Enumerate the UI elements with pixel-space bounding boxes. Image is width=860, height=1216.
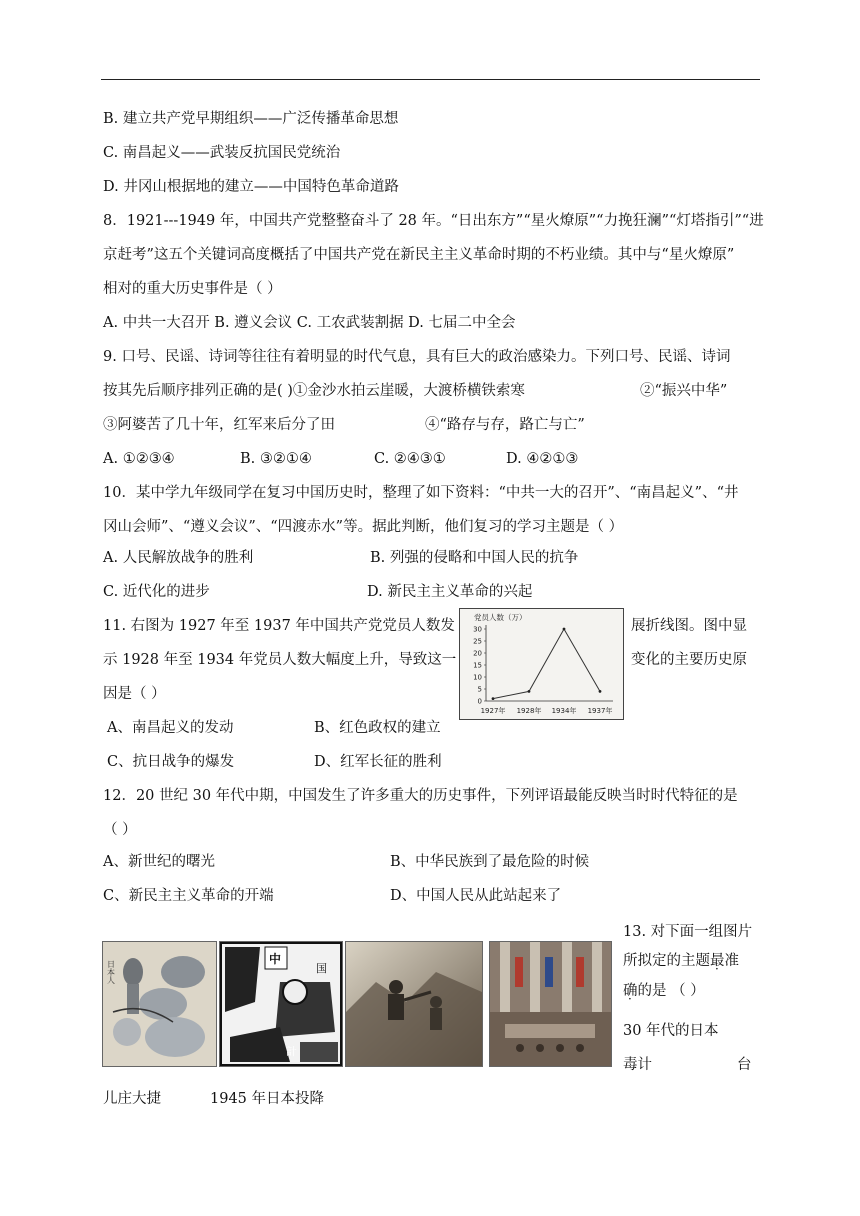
q12-stem-line1: 12．20 世纪 30 年代中期，中国发生了许多重大的历史事件，下列评语最能反映当时时代特征的是 — [103, 788, 738, 804]
q11-option-d: D、红军长征的胜利 — [314, 754, 442, 770]
q9-option-c: C. ②④③① — [374, 451, 446, 467]
chart-svg — [460, 609, 623, 719]
q13-stem-line1: 13. 对下面一组图片 — [623, 924, 753, 940]
q11-stem-line2-right: 变化的主要历史原 — [631, 652, 747, 668]
q9-stem-line1: 9. 口号、民谣、诗词等往往有着明显的时代气息，具有巨大的政治感染力。下列口号、民谣、诗词 — [103, 349, 731, 365]
poster-char-zhong: 中 — [269, 952, 282, 966]
q10-option-b: B. 列强的侵略和中国人民的抗争 — [370, 550, 579, 566]
chart-y-tick-label: 15 — [473, 661, 482, 670]
q11-option-a: A、南昌起义的发动 — [107, 720, 234, 736]
q12-option-a: A、新世纪的曙光 — [103, 854, 215, 870]
q11-stem-line3: 因是（ ） — [103, 686, 166, 702]
battle-photo-image — [345, 941, 483, 1067]
chart-y-tick-label: 30 — [473, 625, 482, 634]
q10-option-d: D. 新民主主义革命的兴起 — [367, 584, 533, 600]
chart-y-tick-label: 0 — [477, 697, 482, 706]
chart-series-line — [493, 629, 600, 699]
q8-stem-line3: 相对的重大历史事件是（ ） — [103, 281, 282, 297]
q9-item-3: ③阿婆苦了几十年，红军来后分了田 — [103, 417, 335, 433]
q9-item-2: ②“振兴中华” — [640, 383, 728, 399]
q13-stem-line2-text: 所拟定的主题 — [623, 953, 710, 969]
party-membership-line-chart — [459, 608, 624, 720]
chart-y-tick-label: 25 — [473, 637, 482, 646]
chart-data-point — [563, 628, 566, 631]
q8-stem-line1: 8．1921---1949 年，中国共产党整整奋斗了 28 年。“日出东方”“星火燎原”“力挽狂澜”“灯塔指引”“进 — [103, 213, 764, 229]
cartoon-image — [102, 941, 217, 1067]
q13-caption-2: 毒计 — [623, 1057, 652, 1073]
header-rule — [101, 79, 760, 80]
q10-option-c: C. 近代化的进步 — [103, 584, 210, 600]
q12-stem-line2: （ ） — [103, 822, 137, 838]
chart-x-tick-label: 1928年 — [516, 707, 542, 715]
q11-option-c: C、抗日战争的爆发 — [107, 754, 235, 770]
q11-stem-line2-left: 示 1928 年至 1934 年党员人数大幅度上升，导致这一 — [103, 652, 457, 668]
q13-stem-line2 — [623, 951, 739, 971]
woodcut-poster-image — [219, 941, 343, 1067]
q10-option-a: A. 人民解放战争的胜利 — [103, 550, 254, 566]
chart-x-tick-label: 1934年 — [551, 707, 577, 715]
q11-stem-line1-left: 11. 右图为 1927 年至 1937 年中国共产党党员人数发 — [103, 618, 455, 634]
q10-stem-line1: 10．某中学九年级同学在复习中国历史时，整理了如下资料：“中共一大的召开”、“南昌起义”、“井 — [103, 485, 739, 501]
q12-option-c: C、新民主主义革命的开端 — [103, 888, 274, 904]
surrender-ceremony-image — [489, 941, 612, 1067]
q13-caption-3-start: 台 — [737, 1057, 752, 1073]
chart-y-tick-label: 20 — [473, 649, 482, 658]
q9-option-a: A. ①②③④ — [103, 451, 175, 467]
q9-stem-line2: 按其先后顺序排列正确的是( )①金沙水拍云崖暖，大渡桥横铁索寒 — [103, 383, 525, 399]
q13-stem-line3 — [623, 981, 705, 1001]
chart-x-tick-label: 1927年 — [480, 707, 506, 715]
poster-char-ji: 計 — [286, 1045, 297, 1058]
q7-option-d: D. 井冈山根据地的建立——中国特色革命道路 — [103, 179, 399, 195]
q12-option-b: B、中华民族到了最危险的时候 — [390, 854, 590, 870]
chart-y-tick-label: 10 — [473, 673, 482, 682]
cartoon-lettering: 日本人 — [106, 960, 116, 984]
q13-emphasis-accurate: 确 — [623, 983, 638, 999]
q10-stem-line2: 冈山会师”、“遵义会议”、“四渡赤水”等。据此判断，他们复习的学习主题是（ ） — [103, 519, 624, 535]
q13-caption-1: 30 年代的日本 — [623, 1023, 719, 1039]
chart-y-axis-label: 党员人数（万） — [474, 613, 527, 622]
q13-stem-line3-text: 的是 （ ） — [637, 983, 705, 999]
q7-option-c: C. 南昌起义——武装反抗国民党统治 — [103, 145, 341, 161]
q7-option-b: B. 建立共产党早期组织——广泛传播革命思想 — [103, 111, 399, 127]
poster-char-guo: 国 — [316, 962, 327, 975]
q13-caption-4: 1945 年日本投降 — [210, 1091, 325, 1107]
q9-option-b: B. ③②①④ — [240, 451, 312, 467]
q9-option-d: D. ④②①③ — [506, 451, 579, 467]
q11-stem-line1-right: 展折线图。图中显 — [631, 618, 747, 634]
chart-data-point — [599, 690, 602, 693]
q9-item-4: ④“路存与存，路亡与亡” — [425, 417, 585, 433]
q8-options: A. 中共一大召开 B. 遵义会议 C. 工农武装割据 D. 七届二中全会 — [103, 315, 516, 331]
chart-y-tick-label: 5 — [477, 685, 482, 694]
chart-x-tick-label: 1937年 — [587, 707, 613, 715]
q13-caption-3-end: 儿庄大捷 — [103, 1091, 161, 1107]
q8-stem-line2: 京赶考”这五个关键词高度概括了中国共产党在新民主主义革命时期的不朽业绩。其中与“星火燎原” — [103, 247, 735, 263]
q11-option-b: B、红色政权的建立 — [314, 720, 441, 736]
chart-data-point — [528, 690, 531, 693]
q13-emphasis-most-accurate: 最准 — [710, 953, 739, 969]
chart-data-point — [492, 697, 495, 700]
q12-option-d: D、中国人民从此站起来了 — [390, 888, 562, 904]
